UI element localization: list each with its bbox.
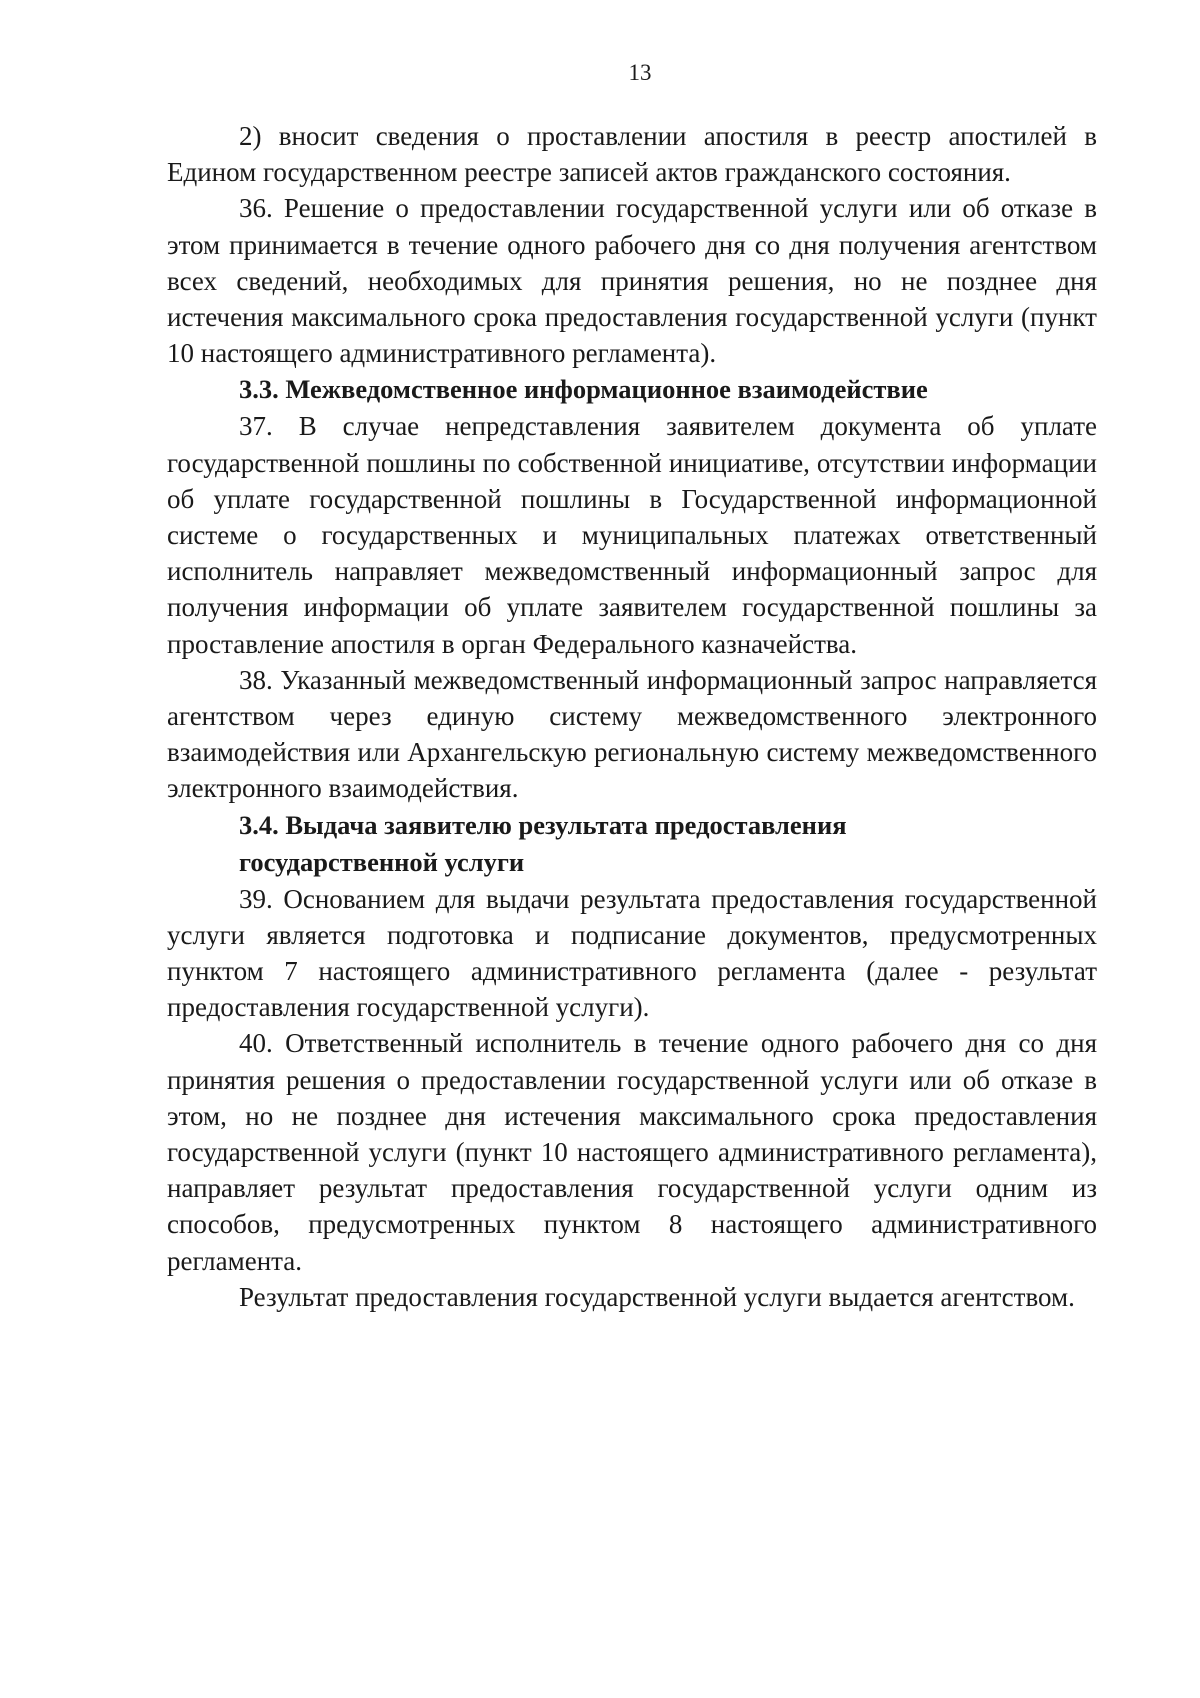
paragraph-37: 37. В случае непредставления заявителем документа об уплате государственной пошлины по собственной инициативе, отсутствии информации об уплате государственной пошлины в Государственной информационной системе о государственных и муниципальных платежах ответственный исполнитель направляет межведомственный информационный запрос для получения информации об уплате заявителем государственной пошлины за проставление апостиля в орган Федерального казначейства. — [167, 411, 1097, 659]
section-heading-3-3: 3.3. Межведомственное информационное взаимодействие — [239, 374, 928, 405]
page-number: 13 — [628, 60, 652, 85]
paragraph-39: 39. Основанием для выдачи результата предоставления государственной услуги является подготовка и подписание документов, предусмотренных пунктом 7 настоящего административного регламента (далее - результат предоставления государственной услуги). — [167, 883, 1097, 1023]
paragraph-38: 38. Указанный межведомственный информационный запрос направляется агентством через единую систему межведомственного электронного взаимодействия или Архангельскую региональную систему межведомственного электронного взаимодействия. — [167, 664, 1097, 804]
paragraph-36: 36. Решение о предоставлении государственной услуги или об отказе в этом принимается в течение одного рабочего дня со дня получения агентством всех сведений, необходимых для принятия решения, но не позднее дня истечения максимального срока предоставления государственной услуги (пункт 10 настоящего административного регламента). — [167, 193, 1097, 369]
section-heading-3-4-line-1: 3.4. Выдача заявителю результата предоставления — [239, 809, 847, 840]
paragraph-item-2: 2) вносит сведения о проставлении апостиля в реестр апостилей в Едином государственном реестре записей актов гражданского состояния. — [167, 121, 1097, 188]
paragraph-result: Результат предоставления государственной услуги выдается агентством. — [239, 1281, 1075, 1312]
section-heading-3-4 — [167, 807, 1097, 881]
section-heading-3-4-line-2: государственной услуги — [239, 846, 525, 877]
paragraph-40: 40. Ответственный исполнитель в течение одного рабочего дня со дня принятия решения о предоставлении государственной услуги или об отказе в этом, но не позднее дня истечения максимального срока предоставления государственной услуги (пункт 10 настоящего административного регламента), направляет результат предоставления государственной услуги одним из способов, предусмотренных пунктом 8 настоящего административного регламента. — [167, 1028, 1097, 1276]
document-body — [167, 118, 1097, 1315]
